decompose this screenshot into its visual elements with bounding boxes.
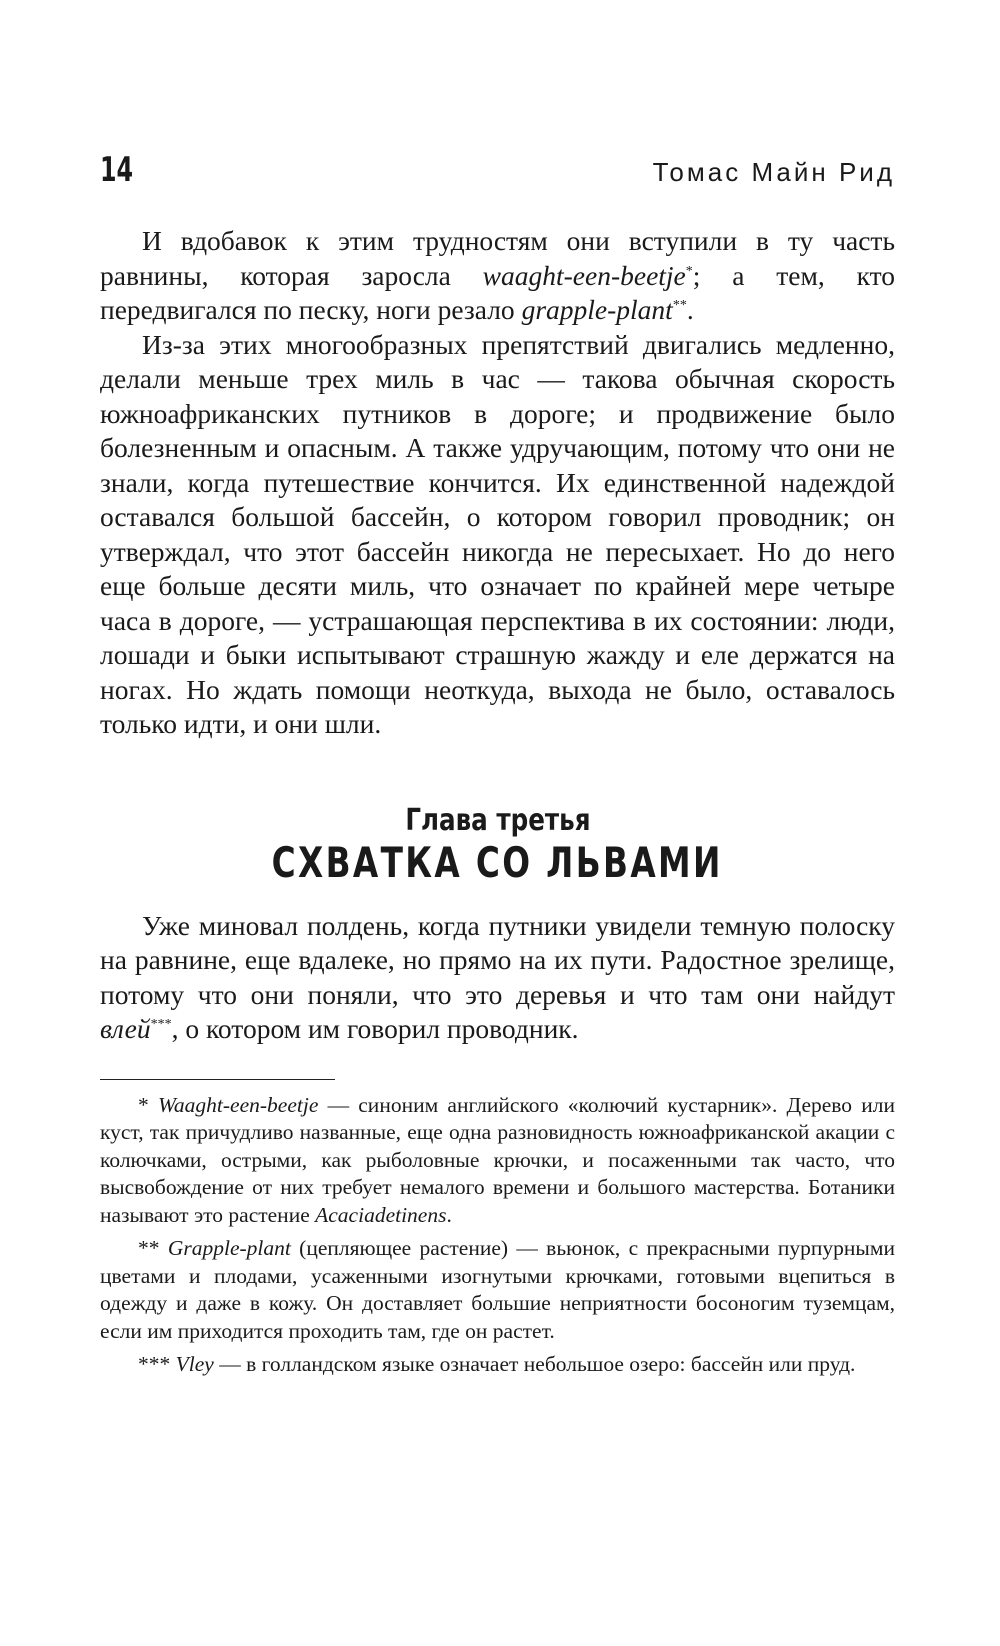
paragraph-1: И вдобавок к этим трудностям они вступили в ту часть равнины, которая заросла waaght-een-beetje*; а тем, кто передвигался по песку, ноги резало grapple-plant**. (100, 225, 895, 325)
page-header (100, 150, 895, 210)
chapter-label: Глава третья (404, 802, 591, 838)
paragraph-2: Из-за этих многообразных препятствий двигались медленно, делали меньше трех миль в час — такова обычная скорость южноафриканских путников в дороге; и продвижение было болезненным и опасным. А также удручающим, потому что они не знали, когда путешествие кончится. Их единственной надеждой оставался большой бассейн, о котором говорил проводник; он утверждал, что этот бассейн никогда не пересыхает. Но до него еще больше десяти миль, что означает по крайней мере четыре часа в дороге, — устрашающая перспектива в их состоянии: люди, лошади и быки испытывают страшную жажду и еле держатся на ногах. Но ждать помощи неоткуда, выхода не было, оставалось только идти, и они шли. (100, 328, 895, 739)
footnote-divider (100, 1079, 335, 1080)
main-text (100, 224, 895, 1047)
term-grapple: grapple-plant (521, 294, 673, 325)
page-number: 14 (100, 150, 134, 190)
running-head-author: Томас Майн Рид (652, 157, 895, 187)
paragraph-3: Уже миновал полдень, когда путники увидели темную полоску на равнине, еще вдалеке, но прямо на их пути. Радостное зрелище, потому что они поняли, что это деревья и что там они найдут влей***, о котором им говорил проводник. (100, 909, 895, 1044)
term-vley: влей (100, 1013, 151, 1044)
footnotes (100, 1092, 895, 1379)
footnote-1: * Waaght-een-beetje — синоним английского «колючий кустарник». Дерево или куст, так причудливо названные, еще одна разновидность южноафриканской акации с колючками, острыми, как рыболовные крючки, и посаженными так часто, что высвобождение от них требует немалого времени и большого мастерства. Ботаники называют это растение Acaciadetinens. (100, 1092, 896, 1227)
chapter-title: СХВАТКА СО ЛЬВАМИ (271, 838, 724, 887)
footnote-2: ** Grapple-plant (цепляющее растение) — вьюнок, с прекрасными пурпурными цветами и плодами, усаженными изогнутыми крючками, готовыми вцепиться в одежду и даже в кожу. Он доставляет большие неприятности босоногим туземцам, если им приходится проходить там, где он растет. (100, 1236, 895, 1343)
footnote-mark: ** (672, 297, 687, 313)
book-page (100, 150, 895, 1385)
term-waaght: waaght-een-beetje (482, 259, 686, 291)
chapter-heading (100, 802, 895, 887)
footnote-mark: * (685, 263, 693, 279)
footnote-3: *** Vley — в голландском языке означает небольшое озеро: бассейн или пруд. (138, 1352, 856, 1376)
footnote-mark: *** (150, 1016, 172, 1032)
